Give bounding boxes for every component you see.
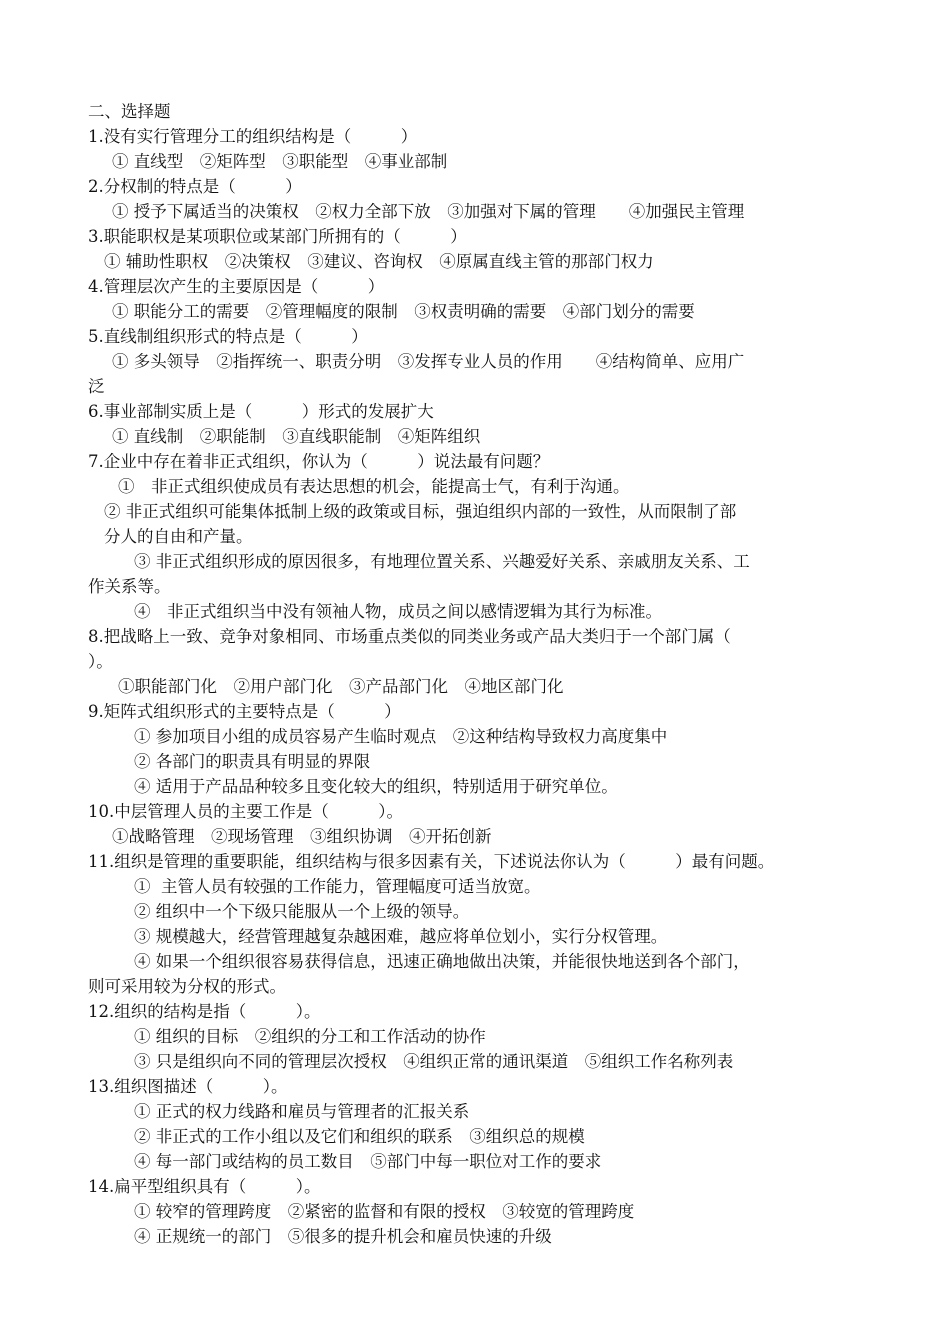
question-8-cont: ）。 bbox=[88, 652, 113, 671]
question-9-option-3: ② 各部门的职责具有明显的界限 bbox=[134, 752, 371, 771]
question-13: 13.组织图描述（ ）。 bbox=[88, 1077, 288, 1096]
question-5-options: ① 多头领导 ②指挥统一、职责分明 ③发挥专业人员的作用 ④结构简单、应用广 bbox=[112, 352, 745, 371]
question-13-options-2: ② 非正式的工作小组以及它们和组织的联系 ③组织总的规模 bbox=[134, 1127, 585, 1146]
question-2-options: ① 授予下属适当的决策权 ②权力全部下放 ③加强对下属的管理 ④加强民主管理 bbox=[112, 202, 745, 221]
question-1: 1.没有实行管理分工的组织结构是（ ） bbox=[88, 127, 418, 146]
question-1-options: ① 直线型 ②矩阵型 ③职能型 ④事业部制 bbox=[112, 152, 448, 171]
question-3-options: ① 辅助性职权 ②决策权 ③建议、咨询权 ④原属直线主管的那部门权力 bbox=[104, 252, 654, 271]
question-9-option-4: ④ 适用于产品品种较多且变化较大的组织，特别适用于研究单位。 bbox=[134, 777, 618, 796]
question-5-options-cont: 泛 bbox=[88, 377, 105, 396]
question-11-option-4-cont: 则可采用较为分权的形式。 bbox=[88, 977, 286, 996]
question-11-option-1: ① 主管人员有较强的工作能力，管理幅度可适当放宽。 bbox=[134, 877, 541, 896]
question-7: 7.企业中存在着非正式组织，你认为（ ）说法最有问题？ bbox=[88, 452, 550, 471]
question-4: 4.管理层次产生的主要原因是（ ） bbox=[88, 277, 385, 296]
question-9: 9.矩阵式组织形式的主要特点是（ ） bbox=[88, 702, 401, 721]
question-11: 11.组织是管理的重要职能，组织结构与很多因素有关，下述说法你认为（ ）最有问题。 bbox=[88, 852, 775, 871]
question-6: 6.事业部制实质上是（ ）形式的发展扩大 bbox=[88, 402, 434, 421]
question-7-option-3-cont: 作关系等。 bbox=[88, 577, 171, 596]
question-11-option-4: ④ 如果一个组织很容易获得信息，迅速正确地做出决策，并能很快地送到各个部门， bbox=[134, 952, 750, 971]
question-14-options-2: ④ 正规统一的部门 ⑤很多的提升机会和雇员快速的升级 bbox=[134, 1227, 552, 1246]
question-9-option-1: ① 参加项目小组的成员容易产生临时观点 ②这种结构导致权力高度集中 bbox=[134, 727, 668, 746]
section-title: 二、选择题 bbox=[88, 102, 171, 121]
question-10-options: ①战略管理 ②现场管理 ③组织协调 ④开拓创新 bbox=[112, 827, 492, 846]
question-11-option-2: ② 组织中一个下级只能服从一个上级的领导。 bbox=[134, 902, 470, 921]
question-10: 10.中层管理人员的主要工作是（ ）。 bbox=[88, 802, 403, 821]
question-6-options: ① 直线制 ②职能制 ③直线职能制 ④矩阵组织 bbox=[112, 427, 481, 446]
question-7-option-2: ② 非正式组织可能集体抵制上级的政策或目标，强迫组织内部的一致性，从而限制了部 bbox=[104, 502, 737, 521]
question-5: 5.直线制组织形式的特点是（ ） bbox=[88, 327, 368, 346]
question-2: 2.分权制的特点是（ ） bbox=[88, 177, 302, 196]
question-11-option-3: ③ 规模越大，经营管理越复杂越困难，越应将单位划小，实行分权管理。 bbox=[134, 927, 668, 946]
question-8: 8.把战略上一致、竞争对象相同、市场重点类似的同类业务或产品大类归于一个部门属（ bbox=[88, 627, 731, 646]
question-13-options-1: ① 正式的权力线路和雇员与管理者的汇报关系 bbox=[134, 1102, 470, 1121]
question-8-options: ①职能部门化 ②用户部门化 ③产品部门化 ④地区部门化 bbox=[118, 677, 564, 696]
question-14-options-1: ① 较窄的管理跨度 ②紧密的监督和有限的授权 ③较宽的管理跨度 bbox=[134, 1202, 635, 1221]
question-7-option-1: ① 非正式组织使成员有表达思想的机会，能提高士气，有利于沟通。 bbox=[118, 477, 630, 496]
question-7-option-2-cont: 分人的自由和产量。 bbox=[104, 527, 253, 546]
question-3: 3.职能职权是某项职位或某部门所拥有的（ ） bbox=[88, 227, 467, 246]
question-12: 12.组织的结构是指（ ）。 bbox=[88, 1002, 321, 1021]
question-12-options-2: ③ 只是组织向不同的管理层次授权 ④组织正常的通讯渠道 ⑤组织工作名称列表 bbox=[134, 1052, 734, 1071]
question-7-option-4: ④ 非正式组织当中没有领袖人物，成员之间以感情逻辑为其行为标准。 bbox=[134, 602, 662, 621]
question-7-option-3: ③ 非正式组织形成的原因很多，有地理位置关系、兴趣爱好关系、亲戚朋友关系、工 bbox=[134, 552, 750, 571]
question-4-options: ① 职能分工的需要 ②管理幅度的限制 ③权责明确的需要 ④部门划分的需要 bbox=[112, 302, 695, 321]
question-13-options-3: ④ 每一部门或结构的员工数目 ⑤部门中每一职位对工作的要求 bbox=[134, 1152, 602, 1171]
question-14: 14.扁平型组织具有（ ）。 bbox=[88, 1177, 321, 1196]
question-12-options-1: ① 组织的目标 ②组织的分工和工作活动的协作 bbox=[134, 1027, 486, 1046]
